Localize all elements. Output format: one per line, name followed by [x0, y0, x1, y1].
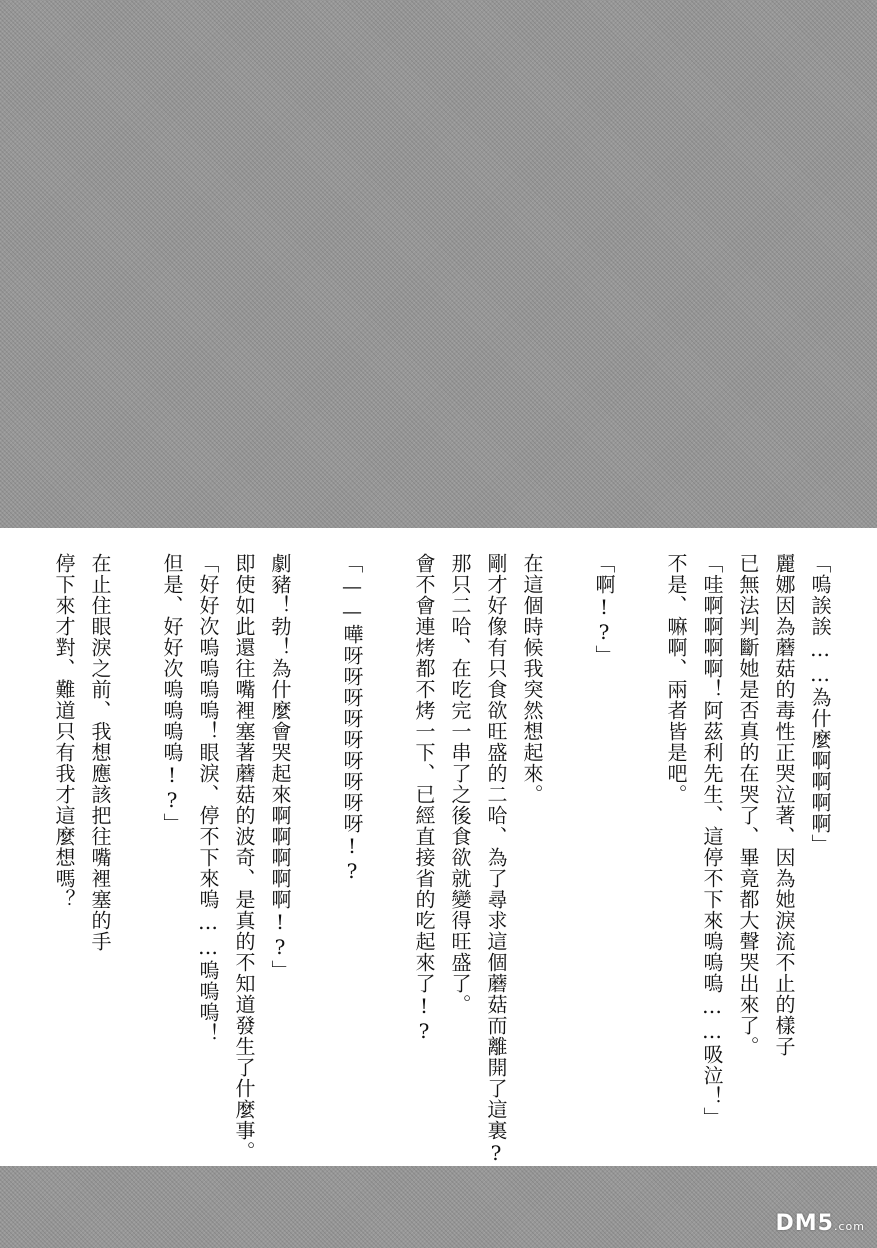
- text-line-6: 「啊!?」: [592, 553, 616, 666]
- text-line-8: 剛才好像有只食欲旺盛的二哈、為了尋求這個蘑菇而離開了這裏?: [484, 553, 508, 1166]
- watermark-brand: DM5: [775, 1211, 834, 1236]
- text-line-3: 已無法判斷她是否真的在哭了、畢竟都大聲哭出來了。: [736, 553, 760, 1057]
- text-line-10: 會不會連烤都不烤一下、已經直接省的吃起來了!?: [412, 553, 436, 1044]
- site-watermark: [776, 1211, 865, 1236]
- text-line-11: 「——嘩呀呀呀呀呀呀呀呀呀!?: [340, 553, 364, 884]
- text-line-9: 那只二哈、在吃完一串了之後食欲就變得旺盛了。: [448, 553, 472, 1015]
- text-line-15: 但是、好好次嗚嗚嗚嗚!?」: [160, 553, 184, 834]
- text-line-7: 在這個時候我突然想起來。: [520, 553, 544, 805]
- top-screentone-panel: [0, 0, 877, 528]
- text-line-12: 劇豬！勃！為什麼會哭起來啊啊啊啊啊!?」: [268, 553, 292, 981]
- text-line-1: 「嗚誒誒……為什麼啊啊啊啊」: [808, 553, 832, 855]
- bottom-screentone-panel: [0, 1166, 877, 1248]
- text-line-4: 「哇啊啊啊啊！阿茲利先生、這停不下來嗚嗚嗚……吸泣！」: [700, 553, 724, 1128]
- text-line-14: 「好好次嗚嗚嗚嗚！眼淚、停不下來嗚……嗚嗚嗚！: [196, 553, 220, 1044]
- text-line-16: 在止住眼淚之前、我想應該把往嘴裡塞的手: [88, 553, 112, 952]
- text-line-2: 麗娜因為蘑菇的毒性正哭泣著、因為她淚流不止的樣子: [772, 553, 796, 1057]
- text-line-5: 不是、嘛啊、兩者皆是吧。: [664, 553, 688, 805]
- vertical-text-block: [52, 553, 832, 1166]
- text-line-17: 停下來才對、難道只有我才這麼想嗎？: [52, 553, 76, 910]
- watermark-suffix: .com: [834, 1220, 865, 1233]
- text-line-13: 即使如此還往嘴裡塞著蘑菇的波奇、是真的不知道發生了什麼事。: [232, 553, 256, 1162]
